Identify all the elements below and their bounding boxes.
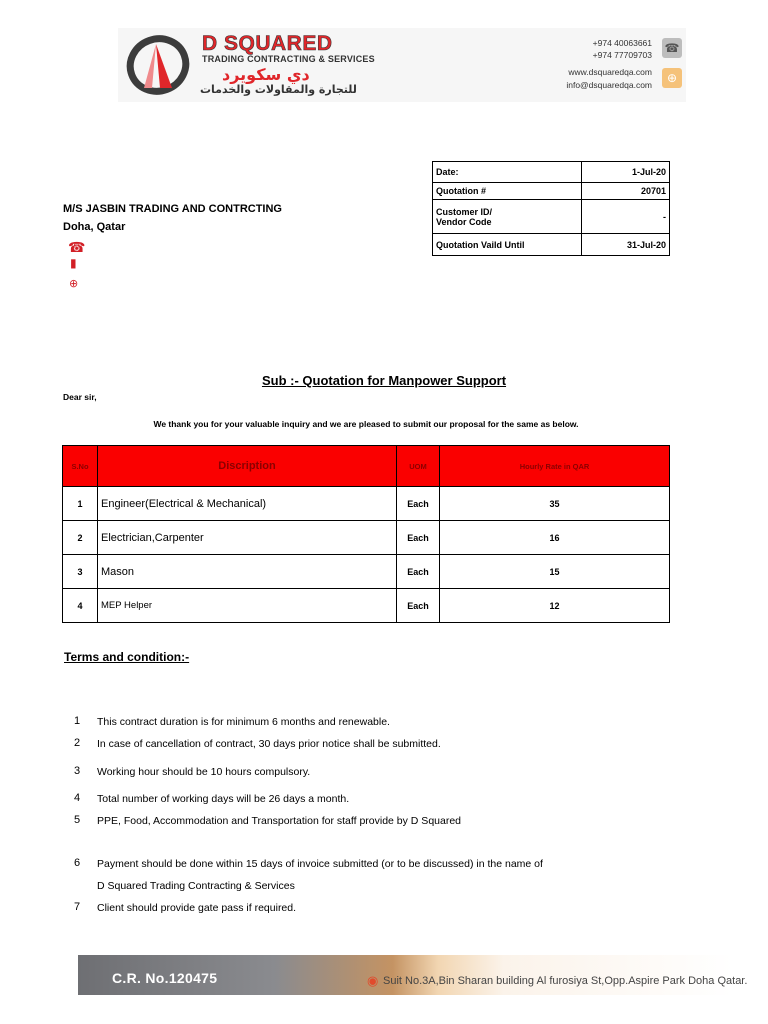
phone-2: +974 77709703 bbox=[592, 50, 652, 60]
term-text: PPE, Food, Accommodation and Transportation for staff provide by D Squared bbox=[97, 815, 462, 827]
phone-1: +974 40063661 bbox=[592, 38, 652, 48]
term-text: Payment should be done within 15 days of invoice submitted (or to be discussed) in the name of bbox=[97, 858, 543, 870]
salutation: Dear sir, bbox=[63, 392, 97, 402]
subject-line bbox=[0, 373, 768, 388]
row-description: Mason bbox=[98, 555, 397, 589]
row-sno: 2 bbox=[63, 521, 98, 555]
term-number: 7 bbox=[74, 901, 81, 913]
term-number: 2 bbox=[74, 737, 81, 749]
email-link[interactable]: info@dsquaredqa.com bbox=[566, 80, 652, 90]
telephone-icon: ☎ bbox=[68, 239, 86, 255]
row-rate: 12 bbox=[440, 589, 670, 623]
brand-arabic: دي سكويرد bbox=[222, 65, 310, 84]
brand-arabic-subtitle: للتجارة والمقاولات والخدمات bbox=[200, 83, 357, 96]
term-number: 5 bbox=[74, 814, 81, 826]
mobile-phone-icon: ▮ bbox=[70, 256, 77, 270]
row-rate: 16 bbox=[440, 521, 670, 555]
customer-name: M/S JASBIN TRADING AND CONTRCTING bbox=[63, 203, 282, 215]
valid-until-label: Quotation Vaild Until bbox=[433, 234, 582, 256]
globe-icon: ⊕ bbox=[662, 68, 682, 88]
location-pin-icon: ◉ bbox=[367, 973, 379, 988]
valid-until-value: 31-Jul-20 bbox=[582, 234, 670, 256]
brand-title: D SQUARED bbox=[202, 32, 333, 55]
row-sno: 4 bbox=[63, 589, 98, 623]
row-description: Engineer(Electrical & Mechanical) bbox=[98, 487, 397, 521]
table-row bbox=[63, 589, 670, 623]
term-text: Total number of working days will be 26 days a month. bbox=[97, 793, 350, 805]
term-text: In case of cancellation of contract, 30 days prior notice shall be submitted. bbox=[97, 738, 441, 750]
date-label: Date: bbox=[433, 162, 582, 183]
footer-address: Suit No.3A,Bin Sharan building Al furosiya St,Opp.Aspire Park Doha Qatar. bbox=[383, 975, 748, 987]
table-row bbox=[63, 521, 670, 555]
term-text-continued: D Squared Trading Contracting & Services bbox=[97, 880, 295, 892]
row-description: Electrician,Carpenter bbox=[98, 521, 397, 555]
row-sno: 1 bbox=[63, 487, 98, 521]
globe-icon: ⊕ bbox=[69, 278, 79, 290]
term-number: 1 bbox=[74, 715, 81, 727]
quotation-number-value: 20701 bbox=[582, 183, 670, 200]
company-logo bbox=[122, 30, 198, 100]
customer-city: Doha, Qatar bbox=[63, 221, 126, 233]
row-sno: 3 bbox=[63, 555, 98, 589]
row-uom: Each bbox=[397, 521, 440, 555]
customer-id-label bbox=[433, 200, 582, 234]
term-number: 3 bbox=[74, 765, 81, 777]
row-uom: Each bbox=[397, 487, 440, 521]
date-value: 1-Jul-20 bbox=[582, 162, 670, 183]
row-uom: Each bbox=[397, 555, 440, 589]
row-rate: 15 bbox=[440, 555, 670, 589]
header-sno: S.No bbox=[63, 446, 98, 487]
table-row bbox=[63, 555, 670, 589]
table-row bbox=[63, 487, 670, 521]
term-number: 6 bbox=[74, 857, 81, 869]
website-link[interactable]: www.dsquaredqa.com bbox=[568, 67, 652, 77]
header-description: Discription bbox=[98, 446, 397, 487]
items-table bbox=[62, 445, 670, 623]
row-rate: 35 bbox=[440, 487, 670, 521]
header-uom: UOM bbox=[397, 446, 440, 487]
quotation-info-table bbox=[432, 161, 670, 256]
row-description: MEP Helper bbox=[98, 589, 397, 623]
term-text: Client should provide gate pass if required. bbox=[97, 902, 297, 914]
term-text: This contract duration is for minimum 6 months and renewable. bbox=[97, 716, 390, 728]
intro-text: We thank you for your valuable inquiry and we are pleased to submit our proposal for the same as below. bbox=[153, 419, 579, 429]
term-number: 4 bbox=[74, 792, 81, 804]
customer-id-label-line1: Customer ID/ bbox=[436, 206, 493, 217]
subject-text: Sub :- Quotation for Manpower Support bbox=[261, 373, 507, 388]
customer-id-value: - bbox=[582, 200, 670, 234]
brand-subtitle: TRADING CONTRACTING & SERVICES bbox=[202, 54, 375, 64]
term-text: Working hour should be 10 hours compulsory. bbox=[97, 766, 311, 778]
customer-id-label-line2: Vendor Code bbox=[436, 216, 492, 227]
quotation-number-label: Quotation # bbox=[433, 183, 582, 200]
telephone-icon: ☎ bbox=[662, 38, 682, 58]
terms-title: Terms and condition:- bbox=[64, 650, 190, 664]
row-uom: Each bbox=[397, 589, 440, 623]
cr-number: C.R. No.120475 bbox=[112, 970, 218, 986]
header-rate: Hourly Rate in QAR bbox=[440, 446, 670, 487]
